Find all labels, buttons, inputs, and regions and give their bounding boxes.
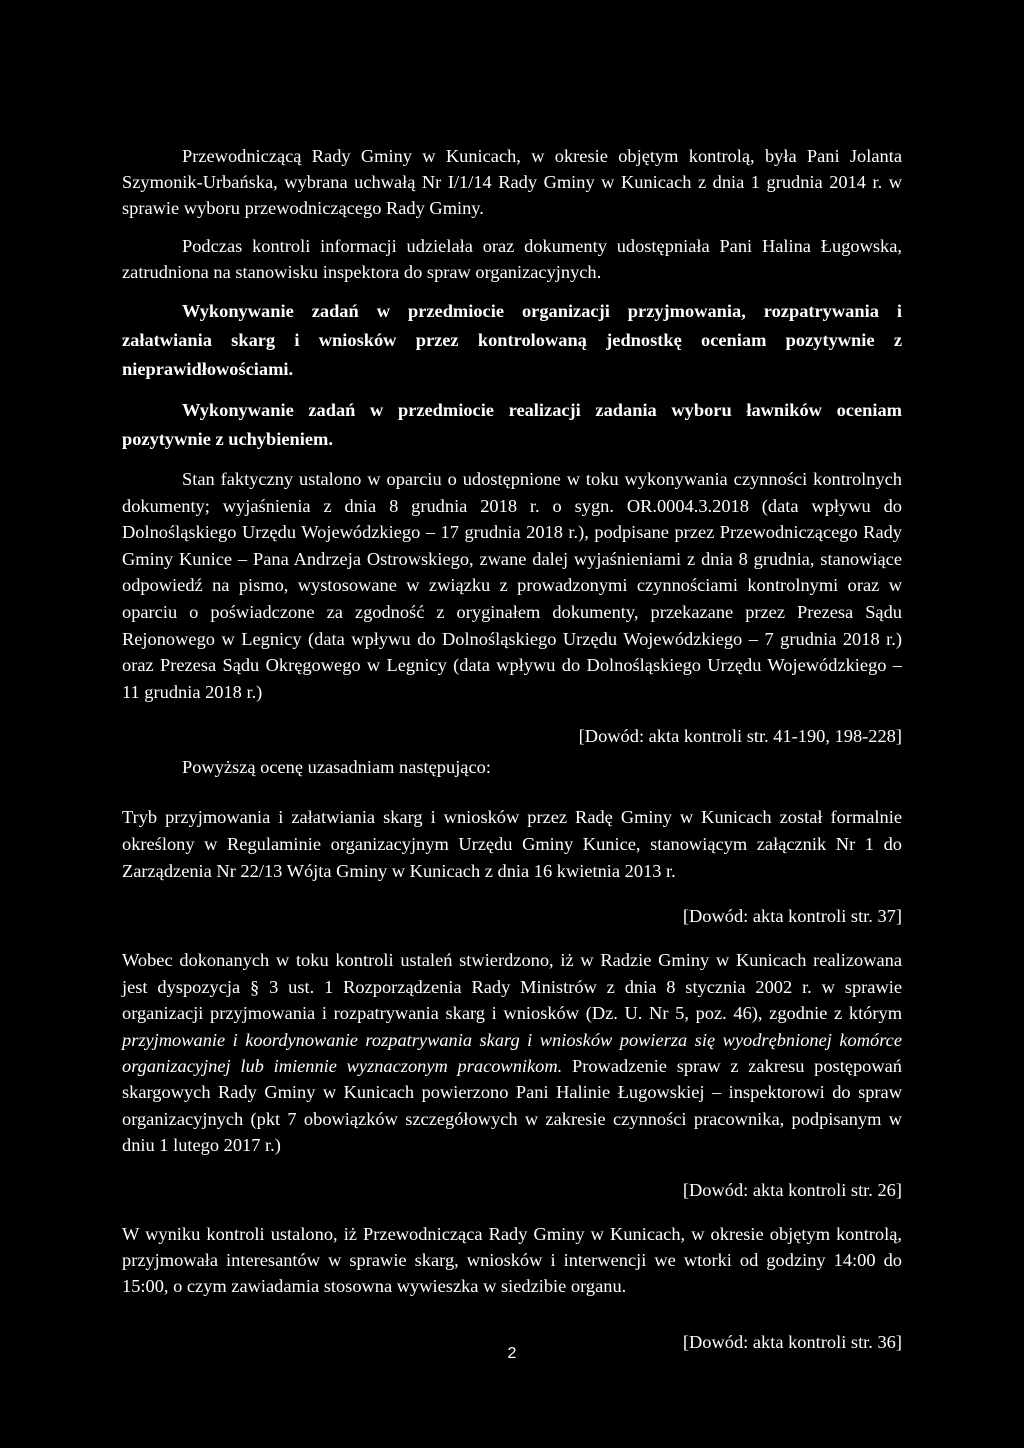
page-number: 2 xyxy=(507,1345,517,1362)
paragraph-regulation-compliance xyxy=(122,947,902,1158)
assessment-complaints: Wykonywanie zadań w przedmiocie organizacji przyjmowania, rozpatrywania i załatwiania skarg i wniosków przez kontrolowaną jednostkę oceniam pozytywnie z nieprawidłowościami. xyxy=(122,301,902,379)
evidence-note-4: [Dowód: akta kontroli str. 36] xyxy=(682,1331,902,1352)
regulation-text-end: Prowadzenie spraw z zakresu postępowań skargowych Rady Gminy w Kunicach powierzono Pani Halinie Ługowskiej – inspektorowi do spraw organizacyjnych (pkt 7 obowiązków szczegółowych w zakresie czynności pracownika, podpisanym w dniu 1 lutego 2017 r.) xyxy=(122,1055,903,1156)
document-body xyxy=(122,143,902,1355)
regulation-text-start: Wobec dokonanych w toku kontroli ustaleń stwierdzono, iż w Radzie Gminy w Kunicach realizowana jest dyspozycja § 3 ust. 1 Rozporządzenia Rady Ministrów z dnia 8 stycznia 2002 r. w sprawie organizacji przyjmowania i rozpatrywania skarg i wniosków (Dz. U. Nr 5, poz. 46), zgodnie z którym xyxy=(122,950,902,1024)
assessment-lay-judges: Wykonywanie zadań w przedmiocie realizacji zadania wyboru ławników oceniam pozytywnie z uchybieniem. xyxy=(122,400,902,449)
regulation-quote: przyjmowanie i koordynowanie rozpatrywania skarg i wniosków powierza się wyodrębnionej komórce organizacyjnej lub imiennie wyznaczonym pracownikom. xyxy=(122,1029,902,1076)
evidence-note-2: [Dowód: akta kontroli str. 37] xyxy=(682,906,902,927)
paragraph-complaint-procedure: Tryb przyjmowania i załatwiania skarg i wniosków przez Radę Gminy w Kunicach został formalnie określony w Regulaminie organizacyjnym Urzędu Gminy Kunice, stanowiącym załącznik Nr 1 do Zarządzenia Nr 22/13 Wójta Gminy w Kunicach z dnia 16 kwietnia 2013 r. xyxy=(122,807,902,882)
paragraph-justification-intro: Powyższą ocenę uzasadniam następująco: xyxy=(182,757,491,778)
evidence-note-1: [Dowód: akta kontroli str. 41-190, 198-228] xyxy=(578,726,902,747)
evidence-note-3: [Dowód: akta kontroli str. 26] xyxy=(682,1179,902,1200)
paragraph-office-hours: W wyniku kontroli ustalono, iż Przewodnicząca Rady Gminy w Kunicach, w okresie objętym kontrolą, przyjmowała interesantów w sprawie skarg, wniosków i interwencji we wtorki od godziny 14:00 do 15:00, o czym zawiadamia stosowna wywieszka w siedzibie organu. xyxy=(122,1223,902,1296)
paragraph-facts-basis: Stan faktyczny ustalono w oparciu o udostępnione w toku wykonywania czynności kontrolnych dokumenty; wyjaśnienia z dnia 8 grudnia 2018 r. o sygn. OR.0004.3.2018 (data wpływu do Dolnośląskiego Urzędu Wojewódzkiego – 17 grudnia 2018 r.), podpisane przez Przewodniczącego Rady Gminy Kunice – Pana Andrzeja Ostrowskiego, zwane dalej wyjaśnieniami z dnia 8 grudnia, stanowiące odpowiedź na pismo, wystosowane w związku z prowadzonymi czynnościami kontrolnymi oraz w oparciu o poświadczone za zgodność z oryginałem dokumenty, przekazane przez Prezesa Sądu Rejonowego w Legnicy (data wpływu do Dolnośląskiego Urzędu Wojewódzkiego – 7 grudnia 2018 r.) oraz Prezesa Sądu Okręgowego w Legnicy (data wpływu do Dolnośląskiego Urzędu Wojewódzkiego – 11 grudnia 2018 r.) xyxy=(122,469,902,702)
paragraph-chairwoman: Przewodniczącą Rady Gminy w Kunicach, w okresie objętym kontrolą, była Pani Jolanta Szymonik-Urbańska, wybrana uchwałą Nr I/1/14 Rady Gminy w Kunicach z dnia 1 grudnia 2014 r. w sprawie wyboru przewodniczącego Rady Gminy. xyxy=(122,146,902,218)
paragraph-information-provider: Podczas kontroli informacji udzielała oraz dokumenty udostępniała Pani Halina Ługowska, zatrudniona na stanowisku inspektora do spraw organizacyjnych. xyxy=(122,236,902,282)
